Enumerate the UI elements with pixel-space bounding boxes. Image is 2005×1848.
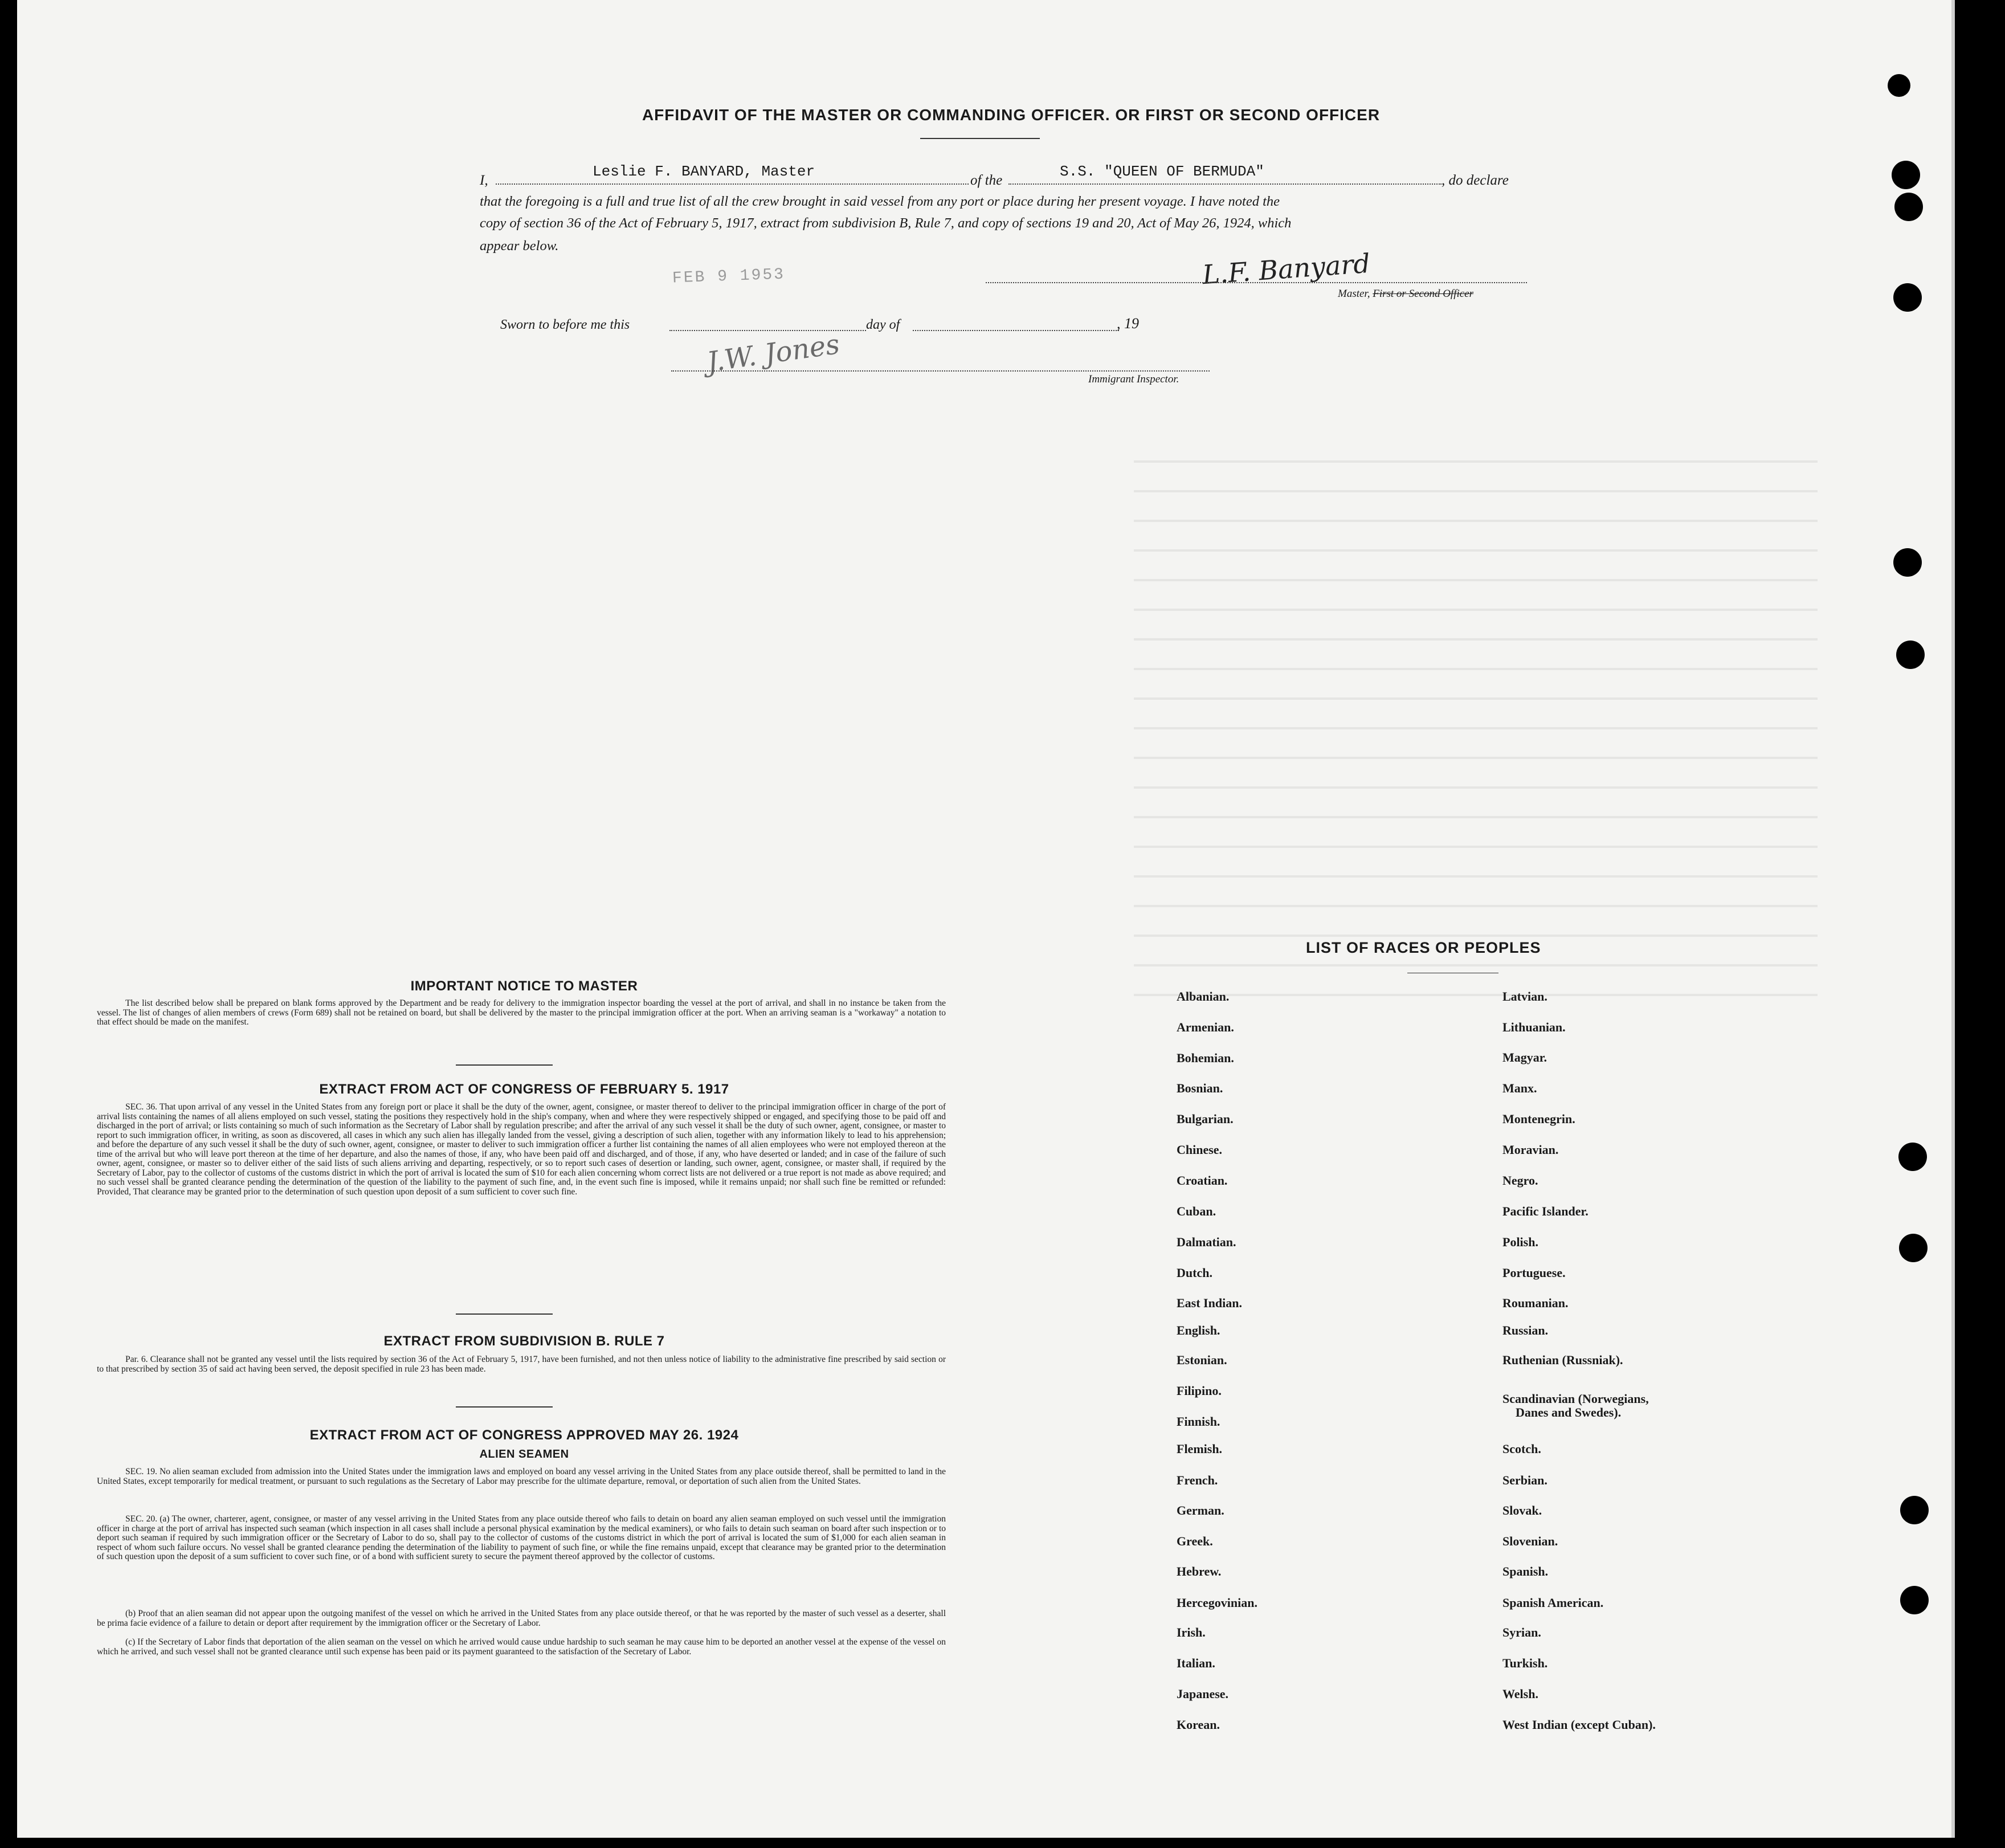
race-item: East Indian. [1177, 1296, 1242, 1310]
notice-divider [456, 1064, 553, 1066]
year-label: , 19 [1117, 315, 1139, 332]
inspector-caption: Immigrant Inspector. [1088, 373, 1179, 385]
race-item: Danes and Swedes). [1516, 1405, 1622, 1419]
punch-hole [1900, 1496, 1929, 1524]
race-item: West Indian (except Cuban). [1502, 1718, 1656, 1732]
race-item: Turkish. [1502, 1656, 1548, 1670]
race-item: Syrian. [1502, 1625, 1541, 1639]
race-item: Japanese. [1177, 1687, 1229, 1701]
race-item: Montenegrin. [1502, 1112, 1575, 1126]
race-item: Latvian. [1502, 989, 1547, 1003]
sec20a-body: SEC. 20. (a) The owner, charterer, agent, consignee, or master of any vessel arriving in the United States from any place outside thereof who fails to detain on board any alien seaman employed on such vessel until the immigration officer in charge at the port of arrival has inspected such seaman (which inspection in all cases shall include a personal physical examination by the medical examiners), or who fails to detain such seaman on board after such inspection or to deport such seaman if required by such immigration officer or the Secretary of Labor to do so, shall pay to the collector of customs of the customs district in which the port of arrival is located the sum of $1,000 for each alien seaman in respect of whom such failure occurs. No vessel shall be granted clearance pending the determination of the liability to payment of such fine, or while the fine remains unpaid, except that clearance may be granted prior to the determination of such question upon the deposit of a sum sufficient to cover such fine, or of a bond with sufficient surety to secure the payment thereof approved by the collector of customs. [97, 1514, 946, 1561]
race-item: Finnish. [1177, 1414, 1220, 1429]
race-item: Magyar. [1502, 1050, 1547, 1064]
race-item: Hebrew. [1177, 1564, 1222, 1578]
inspector-signature: J.W. Jones [705, 328, 842, 379]
sec19-body: SEC. 19. No alien seaman excluded from admission into the United States under the immigration laws and employed on board any vessel arriving in the United States from any place outside thereof, shall be permitted to land in the United States, except temporarily for medical treatment, or pursuant to such regulations as the Secretary of Labor may prescribe for the ultimate departure, removal, or deportation of such alien from the United States. [97, 1467, 946, 1486]
affidavit-i-prefix: I, [480, 173, 488, 188]
race-item: Bohemian. [1177, 1051, 1234, 1065]
race-item: Spanish American. [1502, 1596, 1604, 1610]
punch-hole [1896, 641, 1925, 669]
sworn-label: Sworn to before me this [500, 317, 630, 332]
caption-master: Master, [1338, 288, 1370, 300]
alien-seamen-subheading: ALIEN SEAMEN [479, 1448, 569, 1461]
race-item: Slovenian. [1502, 1534, 1558, 1548]
race-item: Bulgarian. [1177, 1112, 1234, 1126]
races-heading: LIST OF RACES OR PEOPLES [1306, 939, 1541, 956]
race-item: Russian. [1502, 1323, 1549, 1337]
vessel-name-field: S.S. "QUEEN OF BERMUDA" [1060, 163, 1264, 180]
master-name-field: Leslie F. BANYARD, Master [593, 163, 815, 180]
race-item: Pacific Islander. [1502, 1204, 1589, 1218]
extract-1917-body: SEC. 36. That upon arrival of any vessel in the United States from any foreign port or place it shall be the duty of the owner, agent, consignee, or master thereof to deliver to the principal immigration officer in charge of the port of arrival lists containing the names of all aliens employed on such vessel, stating the positions they respectively hold in the ship's company, when and where they were respectively shipped or engaged, and specifying those to be paid off and discharged in the port of arrival; or lists containing so much of such information as the Secretary of Labor shall by regulation prescribe; and after the arrival of any such vessel it shall be the duty of such owner, agent, consignee, or master to report to such immigration officer, in writing, as soon as discovered, all cases in which any such alien has illegally landed from the vessel, giving a description of such alien, together with any information likely to lead to his apprehension; and before the departure of any such vessel it shall be the duty of such owner, agent, consignee, or master to deliver to such immigration officer a further list containing the names of all alien employees who were not employed thereon at the time of the arrival but who will leave port thereon at the time of her departure, and also the names of those, if any, who have been paid off and discharged, and of those, if any, who have deserted or landed; and in case of the failure of such owner, agent, consignee, or master so to deliver either of the said lists of such aliens arriving and departing, respectively, or so to report such cases of desertion or landing, such owner, agent, consignee, or master shall, if required by the Secretary of Labor, pay to the collector of customs of the customs district in which the port of arrival is located the sum of $10 for each alien concerning whom correct lists are not delivered or a true report is not made as above required; and no such vessel shall be granted clearance pending the determination of the question of the liability to the payment of such fine, and, in the event such fine is imposed, while it remains unpaid; nor shall such fine be remitted or refunded: Provided, That clearance may be granted prior to the determination of such question upon deposit of a sum sufficient to cover such fine. [97, 1102, 946, 1197]
race-item: Dutch. [1177, 1266, 1212, 1280]
date-stamp: FEB 9 1953 [672, 266, 786, 288]
race-item: Serbian. [1502, 1473, 1547, 1487]
race-item: Moravian. [1502, 1143, 1559, 1157]
punch-hole [1899, 1234, 1928, 1262]
race-item: Roumanian. [1502, 1296, 1569, 1310]
race-item: French. [1177, 1473, 1218, 1487]
punch-hole [1900, 1586, 1929, 1614]
race-item: Armenian. [1177, 1020, 1234, 1034]
punch-hole [1888, 74, 1910, 97]
race-item: Polish. [1502, 1235, 1538, 1249]
race-item: Ruthenian (Russniak). [1502, 1353, 1623, 1367]
race-item: Filipino. [1177, 1384, 1222, 1398]
punch-hole [1893, 283, 1922, 312]
master-signature-line [986, 282, 1527, 283]
punch-hole [1893, 548, 1922, 577]
race-item: Croatian. [1177, 1173, 1228, 1188]
race-item: Chinese. [1177, 1143, 1223, 1157]
race-item: Scandinavian (Norwegians, [1502, 1392, 1649, 1406]
race-item: Lithuanian. [1502, 1020, 1566, 1034]
sec20c-body: (c) If the Secretary of Labor finds that deportation of the alien seaman on the vessel on which he arrived would cause undue hardship to such seaman he may cause him to be deported an another vessel at the expense of the vessel on which he arrived, and such vessel shall not be granted clearance until such expense has been paid or its payment guaranteed to the satisfaction of the Secretary of Labor. [97, 1637, 946, 1657]
caption-struck-officer: First or Second Officer [1373, 288, 1474, 300]
sec20b-body: (b) Proof that an alien seaman did not appear upon the outgoing manifest of the vessel on which he arrived in the United States from any place outside thereof, or that he was reported by the master of such vessel as a deserter, shall be prima facie evidence of a failure to detain or deport after requirement by the immigration officer or the Secretary of Labor. [97, 1609, 946, 1628]
bleed-through-marks [1134, 433, 1818, 1003]
race-item: Spanish. [1502, 1564, 1549, 1578]
inspector-line [671, 370, 1210, 372]
race-item: Dalmatian. [1177, 1235, 1236, 1249]
notice-body: The list described below shall be prepared on blank forms approved by the Department and be ready for delivery to the immigration inspector boarding the vessel at the port of arrival, and shall in no instance be taken from the vessel. The list of changes of alien members of crews (Form 689) shall not be retained on board, but shall be delivered by the master to the principal immigration officer at the port. When an arriving seaman is a "workaway" a notation to that effect should be made on the manifest. [97, 998, 946, 1027]
race-item: Flemish. [1177, 1442, 1223, 1456]
race-item: Bosnian. [1177, 1081, 1223, 1095]
punch-hole [1898, 1143, 1927, 1171]
race-item: Irish. [1177, 1625, 1206, 1639]
race-item: Slovak. [1502, 1503, 1542, 1517]
vessel-name-line [1008, 183, 1442, 185]
race-item: Albanian. [1177, 989, 1230, 1003]
extract-1924-heading: EXTRACT FROM ACT OF CONGRESS APPROVED MAY 26. 1924 [309, 1427, 739, 1443]
day-of-label: day of [866, 317, 900, 332]
of-the-label: of the [970, 173, 1003, 188]
race-item: Italian. [1177, 1656, 1215, 1670]
affidavit-line-4: appear below. [480, 238, 559, 254]
extract-1917-divider [456, 1313, 553, 1315]
race-item: English. [1177, 1323, 1220, 1337]
punch-hole [1892, 161, 1920, 189]
race-item: Estonian. [1177, 1353, 1227, 1367]
race-item: Portuguese. [1502, 1266, 1566, 1280]
affidavit-title: AFFIDAVIT OF THE MASTER OR COMMANDING OFFICER. OR FIRST OR SECOND OFFICER [642, 106, 1381, 124]
race-item: Greek. [1177, 1534, 1213, 1548]
punch-hole [1894, 193, 1923, 221]
race-item: Welsh. [1502, 1687, 1538, 1701]
affidavit-line-3: copy of section 36 of the Act of February 5, 1917, extract from subdivision B, Rule 7, and copy of sections 19 and 20, Act of May 26, 1924, which [480, 215, 1292, 231]
race-item: German. [1177, 1503, 1224, 1517]
affidavit-line-2: that the foregoing is a full and true list of all the crew brought in said vessel from any port or place during her present voyage. I have noted the [480, 194, 1280, 209]
race-item: Manx. [1502, 1081, 1537, 1095]
race-item: Negro. [1502, 1173, 1538, 1188]
race-item: Scotch. [1502, 1442, 1541, 1456]
rule7-heading: EXTRACT FROM SUBDIVISION B. RULE 7 [383, 1333, 665, 1349]
rule7-divider [456, 1406, 553, 1408]
race-item: Hercegovinian. [1177, 1596, 1257, 1610]
do-declare-label: , do declare [1442, 173, 1509, 188]
rule7-body: Par. 6. Clearance shall not be granted any vessel until the lists required by section 36 of the Act of February 5, 1917, have been furnished, and not then unless notice of liability to the administrative fine prescribed by said section or to that prescribed by section 35 of said act having been served, the deposit specified in rule 23 has been made. [97, 1355, 946, 1374]
master-name-line [496, 183, 969, 185]
notice-heading: IMPORTANT NOTICE TO MASTER [410, 978, 638, 994]
extract-1917-heading: EXTRACT FROM ACT OF CONGRESS OF FEBRUARY 5. 1917 [319, 1082, 729, 1097]
signature-caption [1338, 288, 1473, 300]
race-item: Korean. [1177, 1718, 1220, 1732]
master-signature: L.F. Banyard [1201, 247, 1371, 291]
sworn-month-line [913, 330, 1119, 331]
race-item: Cuban. [1177, 1204, 1216, 1218]
title-divider [920, 138, 1040, 139]
document-page [17, 0, 1955, 1838]
